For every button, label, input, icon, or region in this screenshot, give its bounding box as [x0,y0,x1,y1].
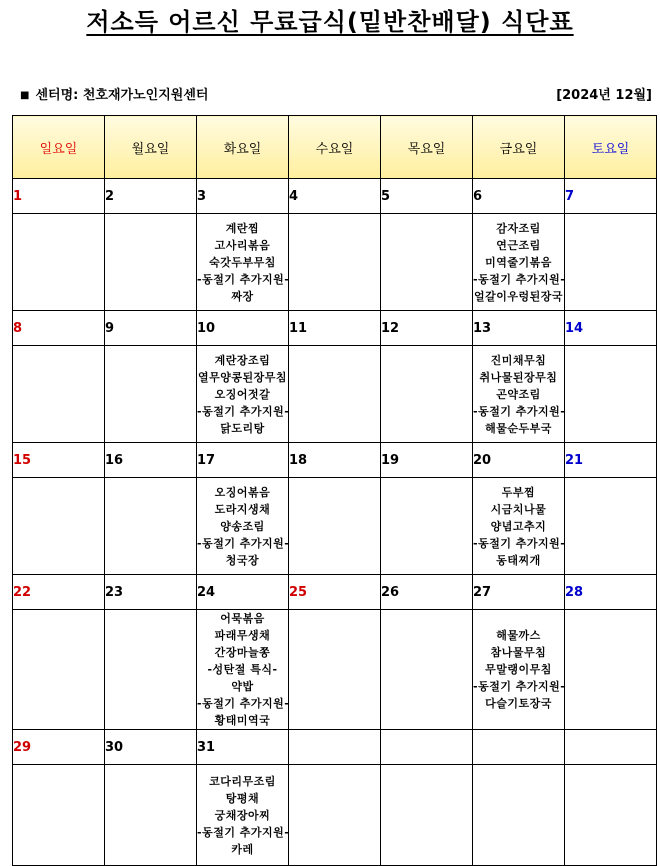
date-cell: 18 [289,443,381,478]
menu-item: 파래무생채 [214,629,271,642]
date-cell [565,730,657,765]
menu-cell [105,214,197,311]
menu-item: 카레 [231,842,254,856]
menu-item: 닭도리탕 [220,421,265,435]
menu-cell [565,478,657,575]
menu-item: 간장마늘쫑 [214,646,271,659]
menu-row [13,765,657,866]
date-cell: 8 [13,311,105,346]
date-cell: 12 [381,311,473,346]
center-name-text: 센터명: 천호재가노인지원센터 [35,88,209,103]
date-cell: 30 [105,730,197,765]
menu-cell [197,346,289,443]
menu-item: -동절기 추가지원- [197,404,290,418]
menu-cell [13,765,105,866]
month-label: [2024년 12월] [556,88,652,103]
date-cell: 23 [105,575,197,610]
menu-item: -동절기 추가지원- [473,680,566,693]
menu-cell [289,765,381,866]
menu-cell [289,610,381,730]
menu-item: 숙갓두부무침 [209,255,276,269]
menu-item: 다슬기토장국 [485,697,552,710]
menu-cell [197,214,289,311]
menu-cell [473,478,565,575]
menu-item: 무말랭이무침 [485,663,552,676]
menu-item: 해물순두부국 [485,421,552,435]
date-cell: 5 [381,179,473,214]
menu-cell [381,346,473,443]
date-cell: 6 [473,179,565,214]
date-cell [381,730,473,765]
menu-item: 짜장 [231,289,254,303]
menu-item: 참나물무침 [490,646,547,659]
menu-item: -동절기 추가지원- [197,536,290,550]
date-cell: 7 [565,179,657,214]
menu-item: 얼갈이우렁된장국 [473,289,563,303]
menu-item: 시금치나물 [490,502,547,516]
menu-cell [105,346,197,443]
menu-item: -동절기 추가지원- [197,272,290,286]
weekday-thursday: 목요일 [381,116,473,179]
weekday-wednesday: 수요일 [289,116,381,179]
menu-cell [289,346,381,443]
date-cell: 27 [473,575,565,610]
center-name [20,84,208,103]
page-title [0,2,660,37]
menu-cell [381,765,473,866]
menu-row [13,610,657,730]
menu-item: 취나물된장무침 [479,370,558,384]
menu-item: 감자조림 [496,221,541,235]
date-cell [289,730,381,765]
menu-cell [105,610,197,730]
date-row [13,311,657,346]
date-cell: 14 [565,311,657,346]
menu-cell [13,214,105,311]
menu-cell [13,346,105,443]
menu-cell [473,610,565,730]
menu-cell [473,214,565,311]
menu-item: 계란장조림 [214,353,271,367]
date-cell: 9 [105,311,197,346]
menu-cell [381,610,473,730]
menu-item: 양념고추지 [490,519,547,533]
date-cell: 31 [197,730,289,765]
menu-cell [289,214,381,311]
menu-row [13,478,657,575]
date-cell: 16 [105,443,197,478]
menu-item: 황태미역국 [214,714,271,727]
menu-item: 양송조림 [220,519,265,533]
menu-cell [289,478,381,575]
page-title-text: 저소득 어르신 무료급식(밑반찬배달) 식단표 [86,8,574,36]
menu-cell [105,478,197,575]
date-row [13,443,657,478]
menu-item: 코다리무조림 [209,774,276,788]
menu-row [13,346,657,443]
weekday-header-row [13,116,657,179]
weekday-tuesday: 화요일 [197,116,289,179]
menu-cell [13,478,105,575]
menu-item: 약밥 [231,680,254,693]
menu-item: 도라지생채 [214,502,271,516]
date-cell: 22 [13,575,105,610]
menu-item: 동태찌개 [496,553,541,567]
menu-item: 진미채무침 [490,353,547,367]
date-cell: 10 [197,311,289,346]
menu-item: -동절기 추가지원- [473,536,566,550]
date-row [13,730,657,765]
menu-item: 미역줄기볶음 [485,255,552,269]
menu-item: 탕평채 [225,791,260,805]
weekday-friday: 금요일 [473,116,565,179]
menu-cell [565,765,657,866]
menu-item: -동절기 추가지원- [473,272,566,286]
menu-cell [381,478,473,575]
menu-item: 궁채장아찌 [214,808,271,822]
menu-item: 고사리볶음 [214,238,271,252]
bullet-icon: ■ [20,90,30,101]
calendar-body [13,179,657,866]
menu-item: -동절기 추가지원- [197,697,290,710]
date-cell: 29 [13,730,105,765]
date-cell: 11 [289,311,381,346]
date-cell: 20 [473,443,565,478]
date-cell: 19 [381,443,473,478]
menu-cell [197,478,289,575]
menu-row [13,214,657,311]
menu-cell [565,610,657,730]
date-row [13,575,657,610]
date-cell: 21 [565,443,657,478]
menu-cell [105,765,197,866]
date-cell: 2 [105,179,197,214]
menu-cell [473,765,565,866]
info-bar [20,84,652,104]
menu-item: 청국장 [225,553,260,567]
date-cell: 24 [197,575,289,610]
date-row [13,179,657,214]
menu-cell [565,346,657,443]
menu-item: 오징어볶음 [214,485,271,499]
date-cell: 3 [197,179,289,214]
date-cell: 1 [13,179,105,214]
menu-item: -동절기 추가지원- [473,404,566,418]
weekday-saturday: 토요일 [565,116,657,179]
date-cell: 13 [473,311,565,346]
menu-cell [565,214,657,311]
date-cell: 26 [381,575,473,610]
menu-cell [381,214,473,311]
meal-calendar [12,115,657,866]
menu-cell [473,346,565,443]
menu-item: 계란찜 [225,221,260,235]
menu-item: 연근조림 [496,238,541,252]
date-cell [473,730,565,765]
date-cell: 17 [197,443,289,478]
weekday-monday: 월요일 [105,116,197,179]
weekday-sunday: 일요일 [13,116,105,179]
menu-item: 오징어젓갈 [214,387,271,401]
menu-item: 해물까스 [496,629,541,642]
date-cell: 25 [289,575,381,610]
date-cell: 4 [289,179,381,214]
menu-item: -성탄절 특식- [207,663,278,676]
date-cell: 15 [13,443,105,478]
menu-item: 열무양콩된장무침 [197,370,287,384]
menu-cell [13,610,105,730]
menu-item: 곤약조림 [496,387,541,401]
menu-item: 어묵볶음 [220,612,265,625]
date-cell: 28 [565,575,657,610]
menu-item: 두부찜 [501,485,536,499]
menu-cell [197,610,289,730]
menu-cell [197,765,289,866]
menu-item: -동절기 추가지원- [197,825,290,839]
